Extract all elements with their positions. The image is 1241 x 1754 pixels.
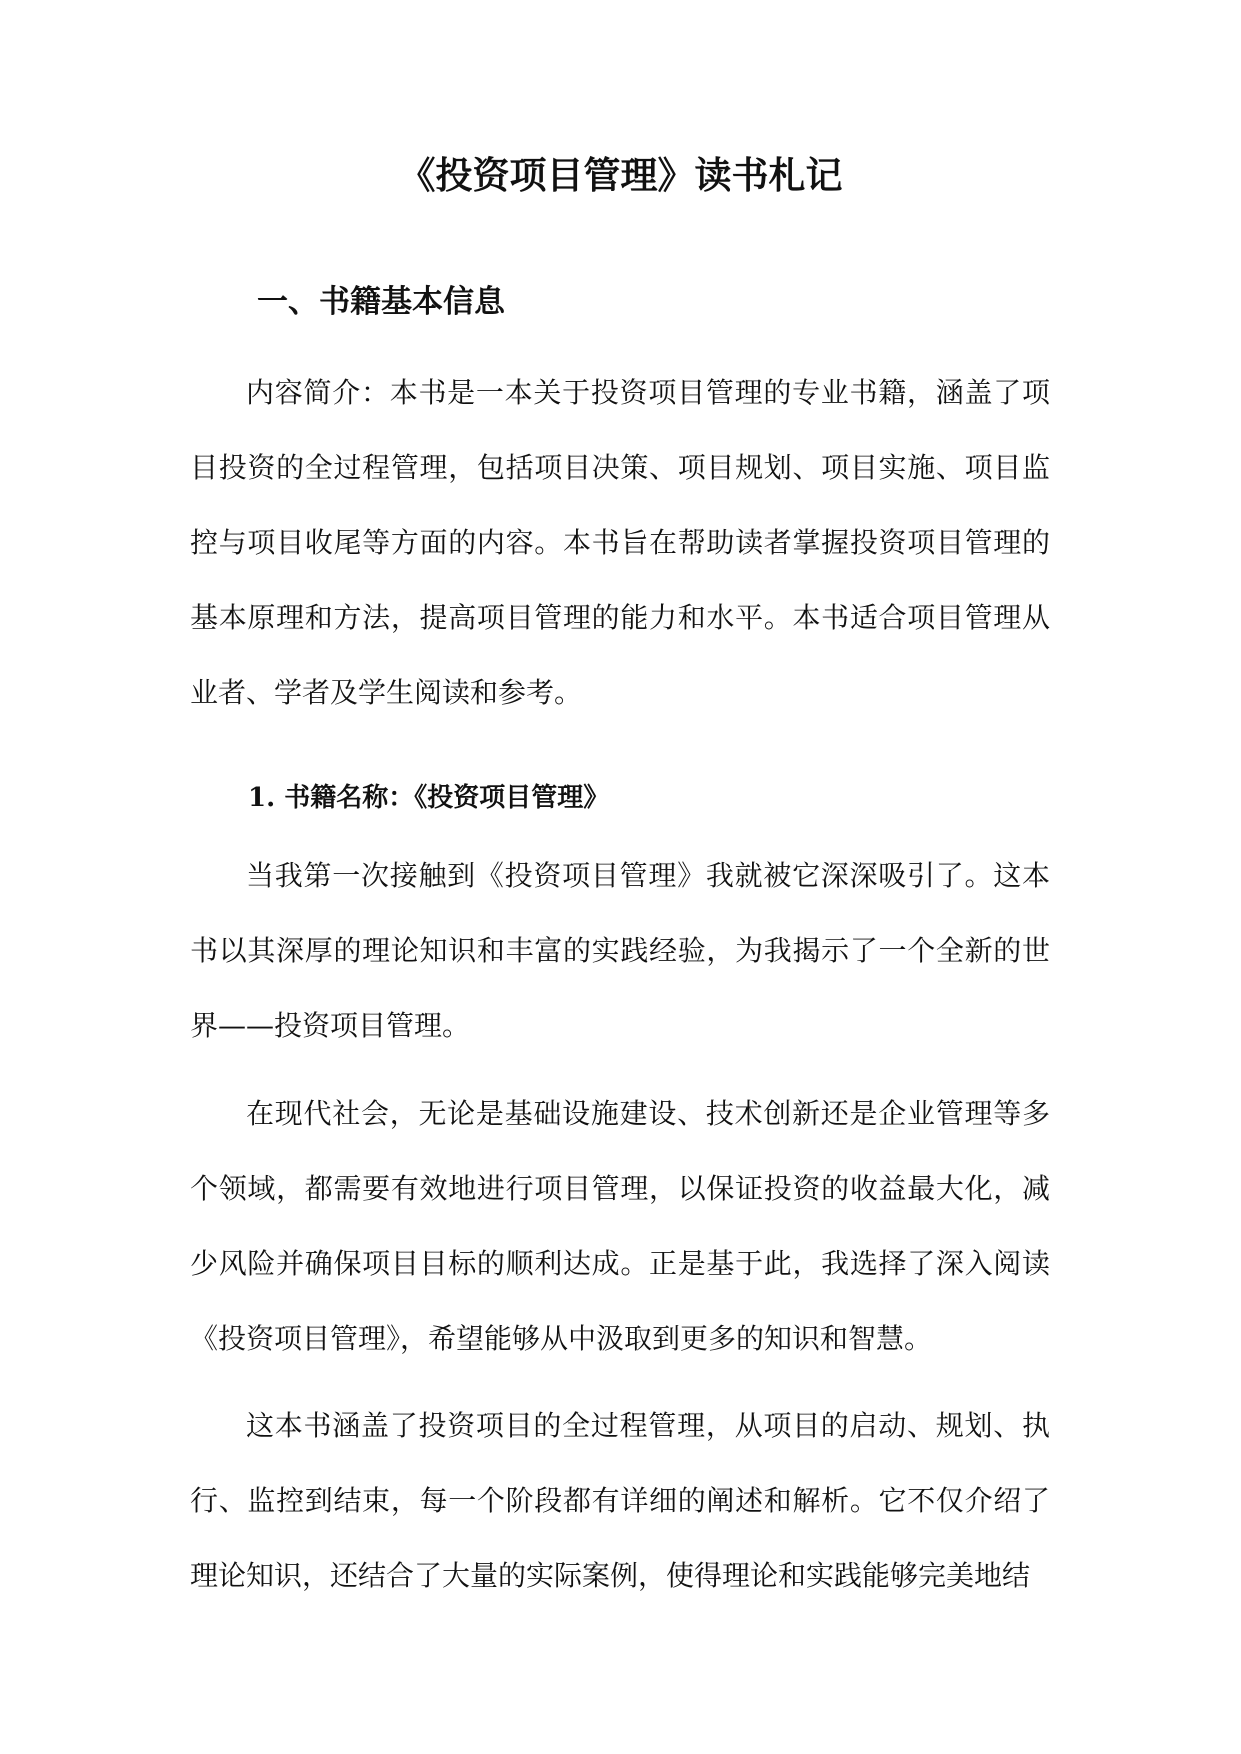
content-summary-paragraph: 内容简介：本书是一本关于投资项目管理的专业书籍，涵盖了项目投资的全过程管理，包括项目决策、项目规划、项目实施、项目监控与项目收尾等方面的内容。本书旨在帮助读者掌握投资项目管理的基本原理和方法，提高项目管理的能力和水平。本书适合项目管理从业者、学者及学生阅读和参考。 (190, 376, 1050, 709)
section-heading-book-info: 一、书籍基本信息 (257, 284, 505, 320)
subsection-heading-book-name: 1. 书籍名称：《投资项目管理》 (248, 783, 610, 813)
body-paragraph: 当我第一次接触到《投资项目管理》我就被它深深吸引了。这本书以其深厚的理论知识和丰富的实践经验，为我揭示了一个全新的世界——投资项目管理。 (190, 859, 1050, 1042)
body-paragraph: 在现代社会，无论是基础设施建设、技术创新还是企业管理等多个领域，都需要有效地进行项目管理，以保证投资的收益最大化，减少风险并确保项目目标的顺利达成。正是基于此，我选择了深入阅读《投资项目管理》，希望能够从中汲取到更多的知识和智慧。 (190, 1097, 1050, 1355)
document-title: 《投资项目管理》读书札记 (398, 153, 843, 197)
body-paragraph: 这本书涵盖了投资项目的全过程管理，从项目的启动、规划、执行、监控到结束，每一个阶段都有详细的阐述和解析。它不仅介绍了理论知识，还结合了大量的实际案例，使得理论和实践能够完美地结 (190, 1409, 1050, 1592)
